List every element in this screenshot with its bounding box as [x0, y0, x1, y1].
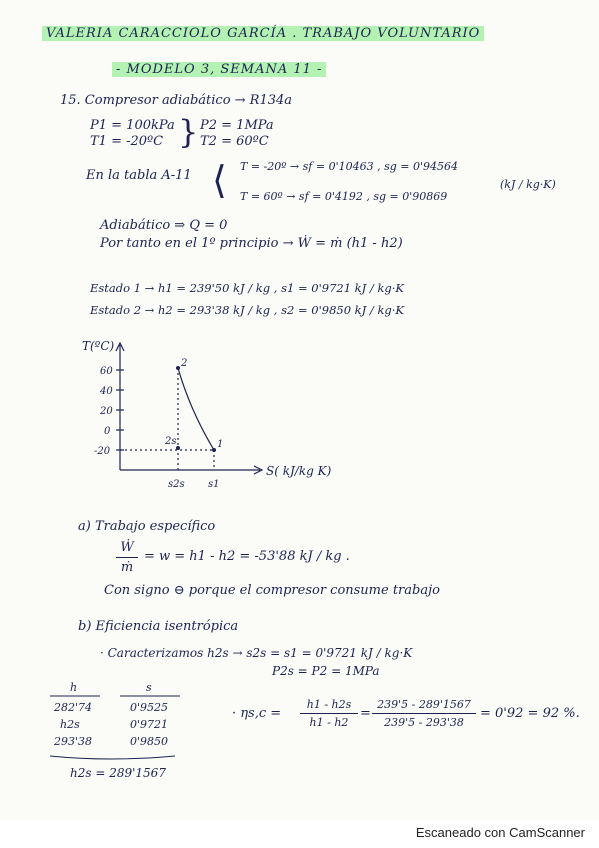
y-tick-neg20: -20 [94, 446, 111, 457]
scanner-watermark: Escaneado con CamScanner [415, 825, 585, 840]
interp-row-1-s: 0'9525 [130, 701, 169, 714]
interp-row-2-s: 0'9721 [130, 718, 169, 731]
table-units: (kJ / kg·K) [500, 178, 556, 191]
interp-row-3-h: 293'38 [54, 735, 93, 748]
table-intro: En la tabla A-11 [86, 168, 192, 183]
y-tick-0: 0 [104, 426, 111, 437]
header-title: VALERIA CARACCIOLO GARCÍA . TRABAJO VOLUNTARIO [42, 26, 484, 41]
part-b-p2s: P2s = P2 = 1MPa [272, 664, 380, 678]
eta-fraction-1 [300, 698, 358, 729]
y-tick-20: 20 [100, 406, 113, 417]
given-t2: T2 = 60ºC [200, 134, 269, 149]
eta-equals: = [360, 706, 371, 721]
interp-row-3-s: 0'9850 [130, 735, 169, 748]
given-brace: } [178, 113, 199, 151]
interp-row-1-h: 282'74 [54, 701, 93, 714]
part-a-equation: = w = h1 - h2 = -53'88 kJ / kg . [144, 549, 350, 564]
table-angle: ⟨ [212, 158, 227, 202]
state-1: Estado 1 → h1 = 239'50 kJ / kg , s1 = 0'9721 kJ / kg·K [90, 281, 405, 295]
problem-heading: 15. Compresor adiabático → R134a [60, 93, 293, 108]
eta-result: = 0'92 = 92 %. [480, 706, 580, 721]
part-b-characterize: · Caracterizamos h2s → s2s = s1 = 0'9721 kJ / kg·K [100, 646, 413, 660]
given-p1: P1 = 100kPa [90, 118, 175, 133]
x-tick-s2s: s2s [168, 479, 185, 490]
x-tick-s1: s1 [208, 479, 220, 490]
eta-frac2-num: 239'5 - 289'1567 [377, 698, 471, 711]
adiabatic-line: Adiabático ⇒ Q = 0 [100, 218, 228, 233]
first-law-line: Por tanto en el 1º principio → Ẇ = ṁ (h1 - h2) [100, 236, 403, 251]
y-tick-60: 60 [100, 366, 113, 377]
part-a-note: Con signo ⊖ porque el compresor consume trabajo [104, 583, 440, 598]
point-label-1: 1 [217, 439, 224, 450]
frac-numerator: Ẇ [120, 540, 134, 555]
point-label-2s: 2s [165, 436, 177, 447]
part-b-heading: b) Eficiencia isentrópica [78, 619, 239, 634]
given-t1: T1 = -20ºC [90, 134, 164, 149]
state-2: Estado 2 → h2 = 293'38 kJ / kg , s2 = 0'9850 kJ / kg·K [90, 303, 405, 317]
table-row-1: T = -20º → sf = 0'10463 , sg = 0'94564 [240, 160, 458, 173]
part-a-heading: a) Trabajo específico [78, 519, 216, 534]
eta-frac2-den: 239'5 - 293'38 [384, 716, 464, 729]
given-p2: P2 = 1MPa [200, 118, 274, 133]
interp-header-s: s [146, 681, 152, 694]
y-tick-40: 40 [100, 386, 113, 397]
eta-frac1-num: h1 - h2s [306, 698, 352, 711]
point-label-2: 2 [181, 358, 188, 369]
h2s-result: h2s = 289'1567 [70, 766, 166, 780]
interp-row-2-h: h2s [60, 718, 80, 731]
table-row-2: T = 60º → sf = 0'4192 , sg = 0'90869 [240, 190, 448, 203]
frac-denominator: ṁ [120, 560, 134, 575]
eta-label: · ηs,c = [232, 706, 282, 721]
eta-frac1-den: h1 - h2 [309, 716, 349, 729]
eta-fraction-2 [372, 698, 476, 729]
header-subtitle: - MODELO 3, SEMANA 11 - [112, 62, 326, 77]
x-axis-label: S( kJ/kg K) [266, 464, 332, 478]
y-axis-label: T(ºC) [82, 339, 115, 353]
interp-header-h: h [70, 681, 78, 694]
